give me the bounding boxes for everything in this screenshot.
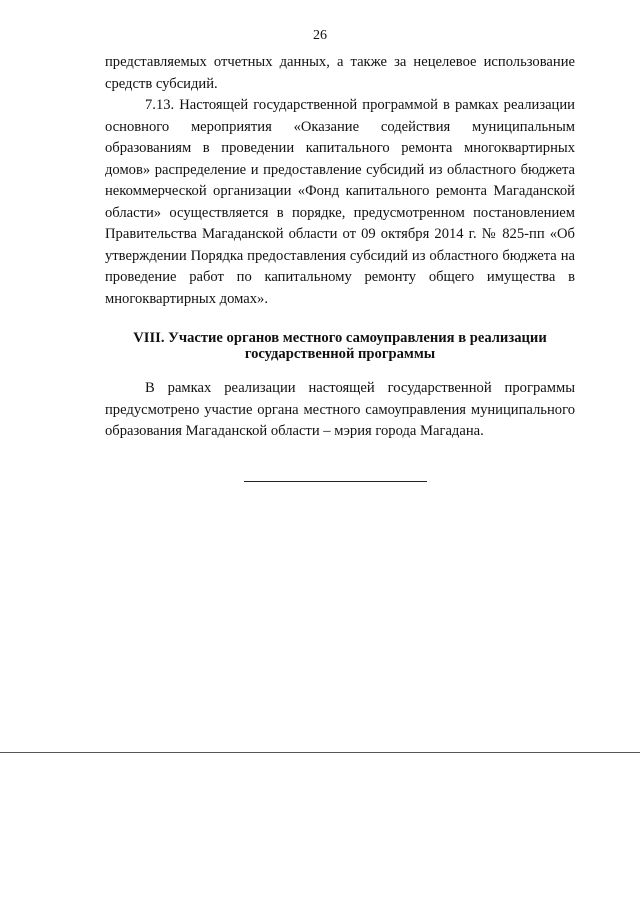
section-heading [105,330,575,362]
paragraph-continuation: представляемых отчетных данных, а также за нецелевое использование средств субсидий. [105,54,575,92]
page-edge-line [0,752,640,753]
paragraph-7-13: 7.13. Настоящей государственной программой в рамках реализации основного мероприятия «Оказание содействия муниципальным образованиям в проведении капитального ремонта многоквартирных домов» распределение и предоставление субсидий из областного бюджета некоммерческой организации «Фонд капитального ремонта Магаданской области» осуществляется в порядке, предусмотренном постановлением Правительства Магаданской области от 09 октября 2014 г. № 825-пп «Об утверждении Порядка предоставления субсидий из областного бюджета на проведение работ по капитальному ремонту общего имущества в многоквартирных домах». [105,97,575,307]
paragraph-section-8: В рамках реализации настоящей государственной программы предусмотрено участие органа местного самоуправления муниципального образования Магаданской области – мэрия города Магадана. [105,380,575,439]
end-of-text-rule [244,481,427,482]
section-heading-line-1: VIII. Участие органов местного самоуправления в реализации [133,330,547,346]
document-body [105,52,575,443]
page-number: 26 [313,28,327,43]
section-heading-line-2: государственной программы [244,346,436,362]
